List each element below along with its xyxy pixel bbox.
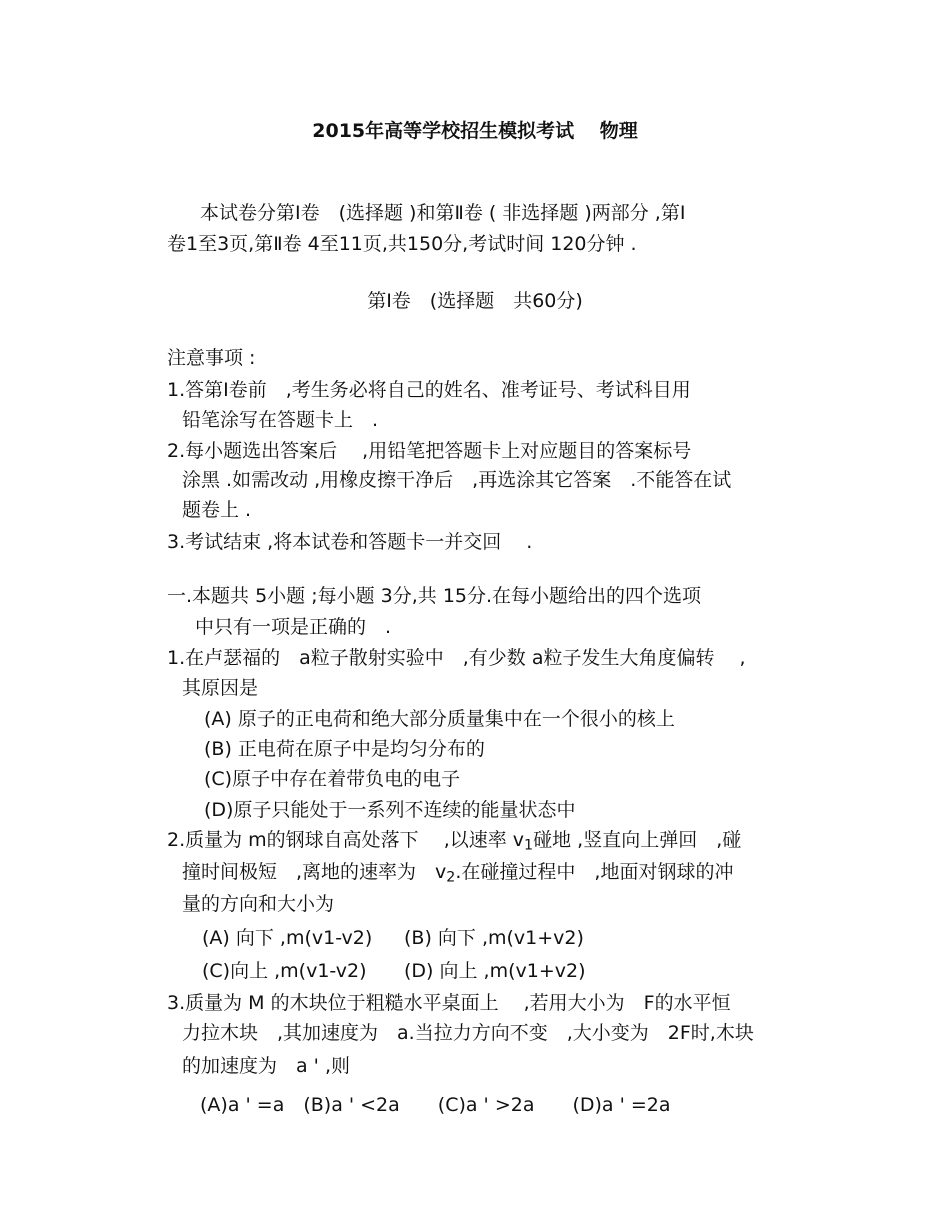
question-2-option-d: (D) 向上 ,m(v1+v2)	[404, 960, 586, 982]
section-1-line-2: 中只有一项是正确的 .	[195, 616, 392, 638]
question-2-line-2	[182, 857, 733, 887]
q2-l2-post: .在碰撞过程中 ,地面对钢球的冲	[455, 861, 734, 883]
question-1-option-c: (C)原子中存在着带负电的电子	[204, 768, 461, 790]
question-2-line-1	[167, 825, 741, 855]
question-3-line-1: 3.质量为 M 的木块位于粗糙水平桌面上 ,若用大小为 F的水平恒	[167, 992, 731, 1014]
question-1-option-d: (D)原子只能处于一系列不连续的能量状态中	[204, 799, 576, 821]
note-1-line-2: 铅笔涂写在答题卡上 .	[182, 409, 379, 431]
notes-heading: 注意事项 :	[167, 347, 256, 369]
intro-line-2: 卷1至3页,第Ⅱ卷 4至11页,共150分,考试时间 120分钟 .	[167, 233, 637, 255]
note-1-line-1: 1.答第Ⅰ卷前 ,考生务必将自己的姓名、准考证号、考试科目用	[167, 379, 691, 401]
q2-subscript-1: 1	[524, 837, 534, 854]
part-heading: 第Ⅰ卷 (选择题 共60分)	[367, 290, 583, 312]
question-3-options: (A)a ' =a (B)a ' <2a (C)a ' >2a (D)a ' =2a	[200, 1094, 671, 1116]
question-3-line-2: 力拉木块 ,其加速度为 a.当拉力方向不变 ,大小变为 2F时,木块	[182, 1022, 754, 1044]
section-1-line-1: 一.本题共 5小题 ;每小题 3分,共 15分.在每小题给出的四个选项	[167, 585, 702, 607]
q2-l1-post: 碰地 ,竖直向上弹回 ,碰	[533, 829, 742, 851]
question-1-option-b: (B) 正电荷在原子中是均匀分布的	[204, 738, 485, 760]
question-2-option-b: (B) 向下 ,m(v1+v2)	[404, 927, 584, 949]
question-2-line-3: 量的方向和大小为	[182, 893, 335, 915]
q2-subscript-2: 2	[446, 869, 456, 886]
note-2-line-1: 2.每小题选出答案后 ,用铅笔把答题卡上对应题目的答案标号	[167, 440, 692, 462]
note-2-line-3: 题卷上 .	[182, 499, 252, 521]
question-1-line-2: 其原因是	[182, 677, 259, 699]
q2-l1-pre: 2.质量为 m的钢球自高处落下 ,以速率 v	[167, 829, 525, 851]
note-2-line-2: 涂黑 .如需改动 ,用橡皮擦干净后 ,再选涂其它答案 .不能答在试	[182, 469, 732, 491]
question-2-option-a: (A) 向下 ,m(v1-v2)	[202, 927, 373, 949]
question-3-line-3: 的加速度为 a ' ,则	[182, 1055, 350, 1077]
question-1-line-1: 1.在卢瑟福的 a粒子散射实验中 ,有少数 a粒子发生大角度偏转 ,	[167, 647, 746, 669]
q2-l2-pre: 撞时间极短 ,离地的速率为 v	[182, 861, 447, 883]
page-title: 2015年高等学校招生模拟考试 物理	[312, 120, 638, 142]
question-1-option-a: (A) 原子的正电荷和绝大部分质量集中在一个很小的核上	[204, 708, 675, 730]
question-2-option-c: (C)向上 ,m(v1-v2)	[202, 960, 367, 982]
note-3: 3.考试结束 ,将本试卷和答题卡一并交回 .	[167, 531, 533, 553]
intro-line-1: 本试卷分第Ⅰ卷 (选择题 )和第Ⅱ卷 ( 非选择题 )两部分 ,第Ⅰ	[200, 202, 686, 224]
